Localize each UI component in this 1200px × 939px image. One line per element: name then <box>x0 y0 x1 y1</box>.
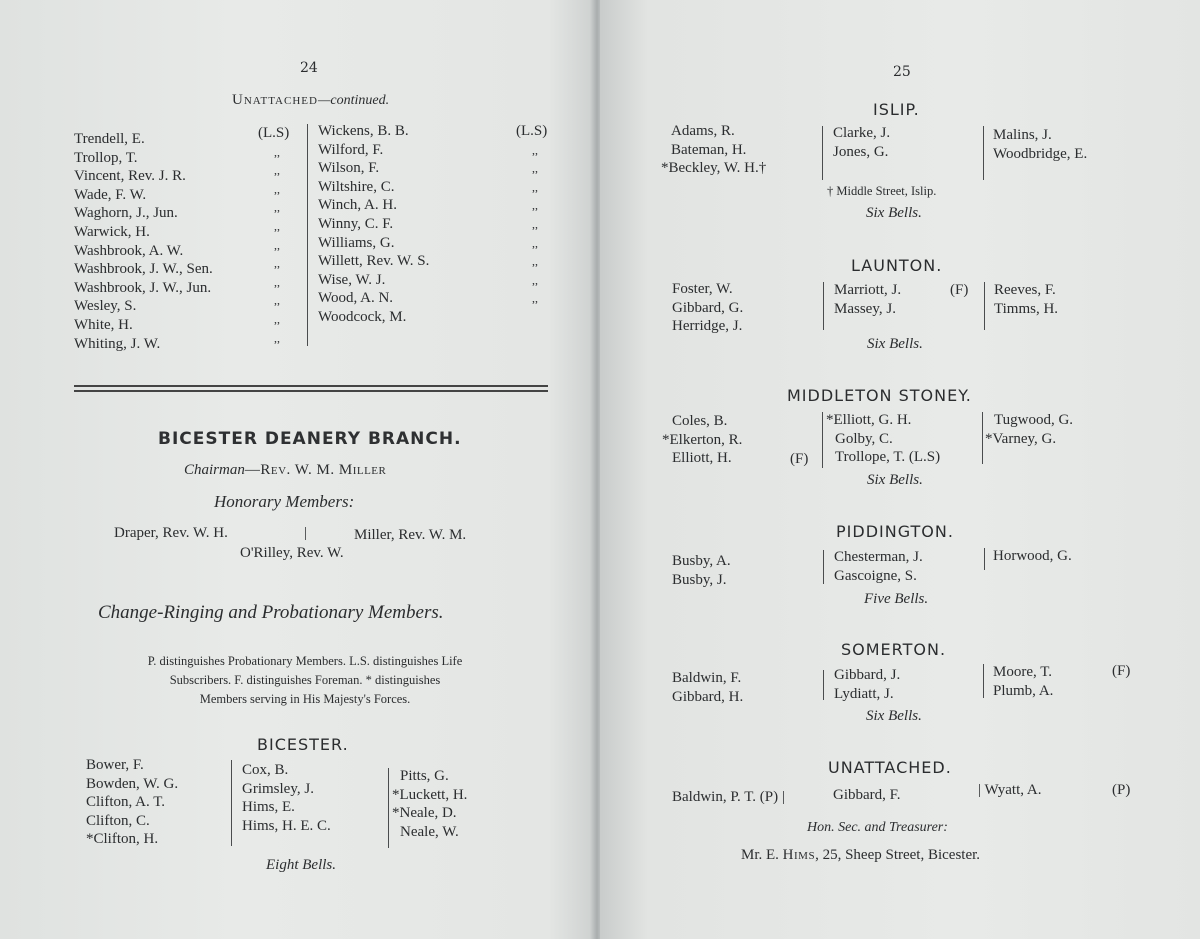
ditto-mark: ,, <box>274 274 280 289</box>
launton-col1 <box>672 280 743 336</box>
member-name: Horwood, G. <box>993 548 1072 564</box>
piddington-col2 <box>834 548 923 585</box>
islip-note: † Middle Street, Islip. <box>827 184 937 198</box>
member-name: Clifton, C. <box>86 812 150 829</box>
unattached-col2-marks <box>516 122 566 308</box>
ditto-mark: ,, <box>274 256 280 271</box>
ditto-mark: ,, <box>274 200 280 215</box>
foreman-mark: (F) <box>950 282 969 298</box>
member-name: Adams, R. <box>671 123 735 139</box>
member-name: *Luckett, H. <box>392 786 468 803</box>
member-name: | Wyatt, A. <box>978 782 1042 798</box>
middleton-col3 <box>985 411 1073 448</box>
member-name: Tugwood, G. <box>994 412 1074 428</box>
middleton-bells: Six Bells. <box>867 472 923 488</box>
piddington-bells: Five Bells. <box>864 591 929 607</box>
chairman-name: —Rev. W. M. Miller <box>244 462 387 478</box>
member-name: Bower, F. <box>86 757 144 773</box>
bicester-col2 <box>242 761 331 835</box>
member-name: Wade, F. W. <box>74 186 147 203</box>
member-name: Willett, Rev. W. S. <box>318 253 430 270</box>
member-name: Foster, W. <box>672 281 733 297</box>
honorary-member: Miller, Rev. W. M. <box>354 527 467 543</box>
member-name: Pitts, G. <box>400 768 449 784</box>
column-divider <box>823 670 824 700</box>
somerton-col3 <box>993 663 1053 700</box>
piddington-title: PIDDINGTON. <box>836 522 954 541</box>
probationary-mark: (P) <box>1112 782 1131 798</box>
member-name: Clarke, J. <box>833 125 891 141</box>
member-name: Busby, J. <box>672 571 727 588</box>
column-divider <box>822 126 823 180</box>
secretary-line <box>741 846 980 865</box>
islip-bells: Six Bells. <box>866 205 922 221</box>
member-name: Woodcock, M. <box>318 308 407 325</box>
ditto-mark: ,, <box>274 144 280 159</box>
ditto-mark: ,, <box>532 161 538 176</box>
launton-bells: Six Bells. <box>867 336 923 352</box>
column-divider <box>983 126 984 180</box>
foreman-mark: (F) <box>1112 663 1131 679</box>
ditto-mark: ,, <box>274 293 280 308</box>
member-name: White, H. <box>74 316 133 333</box>
ditto-mark: ,, <box>274 237 280 252</box>
ditto-mark: ,, <box>274 181 280 196</box>
launton-col2 <box>834 281 901 318</box>
continued-title-suffix: —continued. <box>317 93 390 108</box>
page-number: 25 <box>893 64 911 80</box>
member-name: Vincent, Rev. J. R. <box>74 168 186 185</box>
member-name: Gibbard, G. <box>672 299 744 316</box>
honorary-heading: Honorary Members: <box>214 492 355 511</box>
continued-title <box>232 92 389 109</box>
member-name: Reeves, F. <box>994 282 1056 298</box>
member-mark: (L.S) <box>516 123 548 139</box>
member-name: Wood, A. N. <box>318 290 394 307</box>
column-divider <box>822 412 823 468</box>
secretary-prefix: Mr. E. <box>741 847 783 863</box>
chairman-line <box>184 462 386 479</box>
column-divider <box>307 124 308 346</box>
bicester-bells: Eight Bells. <box>266 857 336 873</box>
member-name: Wickens, B. B. <box>318 123 409 139</box>
foreman-mark: (F) <box>790 451 809 467</box>
member-name: Winny, C. F. <box>318 215 394 232</box>
member-name: Wiltshire, C. <box>318 178 395 195</box>
member-name: *Clifton, H. <box>86 831 159 848</box>
islip-col3 <box>993 126 1087 163</box>
member-name: Warwick, H. <box>74 223 150 240</box>
launton-col3 <box>994 281 1058 318</box>
key-notes <box>70 652 540 709</box>
piddington-col1 <box>672 552 731 589</box>
secretary-address: , 25, Sheep Street, Bicester. <box>815 847 981 863</box>
member-name: Wise, W. J. <box>318 271 386 288</box>
islip-col1 <box>661 122 767 178</box>
member-name: Wilson, F. <box>318 160 380 177</box>
member-name: Trollope, T. (L.S) <box>835 449 941 466</box>
unattached-col1-marks <box>258 124 298 347</box>
member-name: Trendell, E. <box>74 131 145 147</box>
page-25 <box>600 0 1200 939</box>
member-name: Bowden, W. G. <box>86 775 179 792</box>
unattached-col1-names <box>74 130 213 353</box>
member-name: Woodbridge, E. <box>993 145 1088 162</box>
member-name: Chesterman, J. <box>834 549 923 565</box>
member-name: *Varney, G. <box>985 430 1057 447</box>
member-name: Coles, B. <box>672 413 728 429</box>
ditto-mark: ,, <box>274 311 280 326</box>
ditto-mark: ,, <box>274 330 280 345</box>
member-name: *Beckley, W. H.† <box>661 160 767 177</box>
member-name: Williams, G. <box>318 234 395 251</box>
section-rule-bottom <box>74 390 548 392</box>
member-name: Clifton, A. T. <box>86 794 166 811</box>
column-divider <box>984 282 985 330</box>
member-name: Moore, T. <box>993 664 1053 680</box>
column-divider <box>823 550 824 584</box>
member-name: Malins, J. <box>993 127 1052 143</box>
member-name: Baldwin, F. <box>672 670 742 686</box>
section-rule-top <box>74 385 548 387</box>
honorary-separator: | <box>304 525 308 541</box>
member-name: Trollop, T. <box>74 149 138 166</box>
member-name: Plumb, A. <box>993 682 1054 699</box>
ditto-mark: ,, <box>532 272 538 287</box>
member-name: Bateman, H. <box>671 141 747 158</box>
secretary-name: Hims <box>782 847 816 863</box>
ditto-mark: ,, <box>532 179 538 194</box>
column-divider <box>982 412 983 464</box>
ditto-mark: ,, <box>532 235 538 250</box>
member-name: Gascoigne, S. <box>834 567 917 584</box>
honorary-member: Draper, Rev. W. H. <box>114 525 228 541</box>
member-name: Grimsley, J. <box>242 780 314 797</box>
member-name: Waghorn, J., Jun. <box>74 205 178 222</box>
ditto-mark: ,, <box>274 163 280 178</box>
member-name: Herridge, J. <box>672 318 743 335</box>
honorary-member: O'Rilley, Rev. W. <box>240 545 344 561</box>
member-name: Massey, J. <box>834 300 896 317</box>
member-name: Hims, E. <box>242 799 295 816</box>
unattached-title: UNATTACHED. <box>828 758 952 777</box>
ditto-mark: ,, <box>532 198 538 213</box>
piddington-col3 <box>993 547 1072 566</box>
chairman-label: Chairman <box>184 462 245 478</box>
member-name: Gibbard, F. <box>833 787 901 803</box>
middleton-col1 <box>662 412 743 468</box>
member-name: Elliott, H. <box>672 450 732 467</box>
ditto-mark: ,, <box>532 142 538 157</box>
member-name: Gibbard, J. <box>834 667 901 683</box>
launton-title: LAUNTON. <box>851 256 943 275</box>
member-name: Marriott, J. <box>834 282 902 298</box>
somerton-col2 <box>834 666 900 703</box>
bicester-col1 <box>86 756 178 849</box>
somerton-col1 <box>672 669 743 706</box>
middleton-title: MIDDLETON STONEY. <box>787 386 972 405</box>
member-name: Busby, A. <box>672 553 731 569</box>
bicester-col3 <box>392 767 467 841</box>
key-line: P. distinguishes Probationary Members. L.S. distinguishes Life <box>147 654 463 668</box>
member-name: *Neale, D. <box>392 805 457 822</box>
islip-title: ISLIP. <box>873 100 920 119</box>
member-name: Wilford, F. <box>318 141 384 158</box>
ditto-mark: ,, <box>274 218 280 233</box>
islip-col2 <box>833 124 890 161</box>
secretary-heading: Hon. Sec. and Treasurer: <box>807 820 948 835</box>
column-divider <box>231 760 232 846</box>
member-name: Washbrook, J. W., Jun. <box>74 279 212 296</box>
member-name: Washbrook, J. W., Sen. <box>74 261 213 278</box>
member-name: Golby, C. <box>835 430 893 447</box>
member-mark: (L.S) <box>258 125 290 141</box>
member-name: Jones, G. <box>833 143 889 160</box>
member-name: *Elkerton, R. <box>662 431 743 448</box>
column-divider <box>388 768 389 848</box>
key-line: Subscribers. F. distinguishes Foreman. * distinguishes <box>169 673 441 687</box>
member-name: Hims, H. E. C. <box>242 817 331 834</box>
column-divider <box>983 664 984 698</box>
member-name: Whiting, J. W. <box>74 335 161 352</box>
column-divider <box>823 282 824 330</box>
member-name: Winch, A. H. <box>318 197 397 214</box>
page-number: 24 <box>300 60 318 76</box>
branch-title: BICESTER DEANERY BRANCH. <box>158 429 462 449</box>
member-name: Neale, W. <box>400 823 459 840</box>
page-24 <box>0 0 596 939</box>
column-divider <box>984 548 985 570</box>
member-name: Cox, B. <box>242 762 289 778</box>
member-name: *Elliott, G. H. <box>826 412 912 428</box>
somerton-bells: Six Bells. <box>866 708 922 724</box>
member-name: Gibbard, H. <box>672 688 744 705</box>
member-name: Washbrook, A. W. <box>74 242 184 259</box>
somerton-title: SOMERTON. <box>841 640 947 659</box>
ditto-mark: ,, <box>532 254 538 269</box>
ditto-mark: ,, <box>532 216 538 231</box>
bicester-title: BICESTER. <box>257 735 349 754</box>
unattached-col2-names <box>318 122 429 327</box>
middleton-col2 <box>826 411 940 467</box>
member-name: Baldwin, P. T. (P) | <box>672 789 785 805</box>
continued-title-caps: Unattached <box>232 92 318 108</box>
member-name: Wesley, S. <box>74 298 137 315</box>
key-line: Members serving in His Majesty's Forces. <box>199 692 411 706</box>
member-name: Lydiatt, J. <box>834 685 894 702</box>
member-name: Timms, H. <box>994 300 1059 317</box>
change-ringing-heading: Change-Ringing and Probationary Members. <box>98 602 444 623</box>
ditto-mark: ,, <box>532 291 538 306</box>
